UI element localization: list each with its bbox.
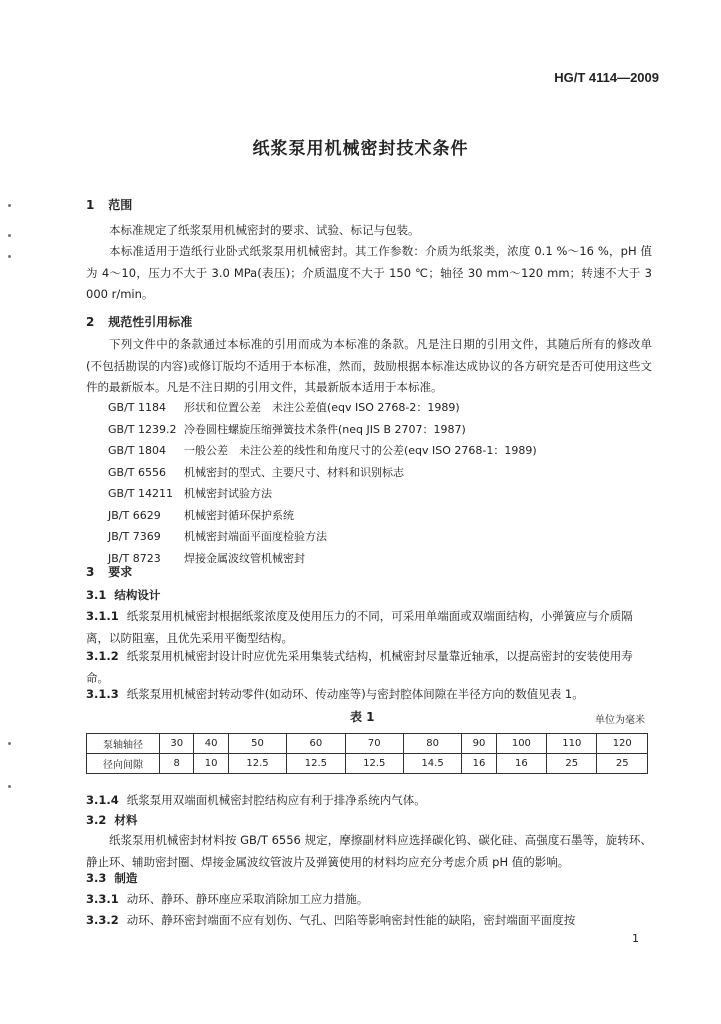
table-cell: 25 bbox=[597, 754, 648, 774]
clause-3-1-1: 3.1.1 纸浆泵用机械密封根据纸浆浓度及使用压力的不同，可采用单端面或双端面结构，小弹簧应与介质隔离，以防阻塞，且优先采用平衡型结构。 bbox=[86, 609, 633, 645]
reference-list bbox=[108, 397, 537, 569]
reference-item: GB/T 1804 一般公差 未注公差的线性和角度尺寸的公差(eqv ISO 2768-1：1989) bbox=[108, 444, 537, 457]
section-2-heading bbox=[86, 313, 192, 330]
section-number: 1 bbox=[86, 198, 95, 212]
page-number: 1 bbox=[632, 932, 639, 945]
clause-3-1-3: 3.1.3 纸浆泵用机械密封转动零件(如动环、传动座等)与密封腔体间隙在半径方向的数值见表 1。 bbox=[86, 687, 584, 701]
clause-3-2-heading: 3.2 材料 bbox=[86, 813, 138, 827]
clearance-table bbox=[86, 733, 648, 774]
table-row-label: 泵轴轴径 bbox=[87, 734, 160, 754]
reference-item: GB/T 1239.2 冷卷圆柱螺旋压缩弹簧技术条件(neq JIS B 2707：1987) bbox=[108, 422, 466, 436]
section-title: 规范性引用标准 bbox=[108, 315, 193, 329]
clause-3-1-2: 3.1.2 纸浆泵用机械密封设计时应优先采用集装式结构，机械密封尽量靠近轴承，以提高密封的安装使用寿命。 bbox=[86, 649, 633, 685]
standard-number: HG/T 4114—2009 bbox=[554, 70, 659, 85]
section-3-heading bbox=[86, 563, 132, 580]
scope-paragraph-2: 本标准适用于造纸行业卧式纸浆泵用机械密封。其工作参数：介质为纸浆类，浓度 0.1 %～16 %，pH 值为 4～10，压力不大于 3.0 MPa(表压)；介质温度不大于 150 ℃；轴径 30 mm～120 mm；转速不大于 3 000 r/min。 bbox=[86, 244, 652, 301]
table-row bbox=[87, 754, 648, 774]
reference-item: JB/T 6629 机械密封循环保护系统 bbox=[108, 508, 294, 522]
table-cell: 70 bbox=[345, 734, 403, 754]
section-title: 要求 bbox=[108, 565, 133, 579]
table-caption: 表 1 bbox=[350, 710, 375, 724]
table-row-label: 径向间隙 bbox=[87, 754, 160, 774]
table-cell: 50 bbox=[228, 734, 286, 754]
clause-3-3-1: 3.3.1 动环、静环、静环座应采取消除加工应力措施。 bbox=[86, 892, 369, 906]
table-cell: 80 bbox=[403, 734, 461, 754]
table-cell: 12.5 bbox=[345, 754, 403, 774]
scan-mark bbox=[8, 234, 11, 237]
scan-mark bbox=[8, 785, 11, 788]
section-1-heading bbox=[86, 196, 132, 213]
document-title: 纸浆泵用机械密封技术条件 bbox=[252, 139, 469, 159]
table-cell: 120 bbox=[597, 734, 648, 754]
scope-paragraph-1: 本标准规定了纸浆泵用机械密封的要求、试验、标记与包装。 bbox=[109, 223, 420, 237]
table-cell: 40 bbox=[194, 734, 228, 754]
scan-mark bbox=[8, 742, 11, 745]
table-cell: 110 bbox=[547, 734, 597, 754]
clause-3-3-2: 3.3.2 动环、静环密封端面不应有划伤、气孔、凹陷等影响密封性能的缺陷，密封端面平面度按 bbox=[86, 913, 576, 927]
reference-item: GB/T 6556 机械密封的型式、主要尺寸、材料和识别标志 bbox=[108, 465, 404, 479]
section-title: 范围 bbox=[108, 198, 133, 212]
table-cell: 30 bbox=[160, 734, 194, 754]
section-number: 2 bbox=[86, 315, 95, 329]
reference-item: JB/T 8723 焊接金属波纹管机械密封 bbox=[108, 551, 305, 565]
section-number: 3 bbox=[86, 565, 95, 579]
table-cell: 16 bbox=[462, 754, 496, 774]
table-row bbox=[87, 734, 648, 754]
scan-mark bbox=[8, 204, 11, 207]
reference-item: GB/T 1184 形状和位置公差 未注公差值(eqv ISO 2768-2：1989) bbox=[108, 401, 460, 414]
table-cell: 25 bbox=[547, 754, 597, 774]
table-cell: 10 bbox=[194, 754, 228, 774]
table-cell: 16 bbox=[496, 754, 546, 774]
clause-3-1-heading: 3.1 结构设计 bbox=[86, 588, 161, 602]
table-unit: 单位为毫米 bbox=[595, 715, 645, 726]
clause-3-3-heading: 3.3 制造 bbox=[86, 871, 138, 885]
reference-item: GB/T 14211 机械密封试验方法 bbox=[108, 487, 272, 500]
table-cell: 90 bbox=[462, 734, 496, 754]
table-cell: 12.5 bbox=[287, 754, 345, 774]
table-cell: 60 bbox=[287, 734, 345, 754]
scan-mark bbox=[8, 255, 11, 258]
reference-item: JB/T 7369 机械密封端面平面度检验方法 bbox=[108, 530, 327, 543]
table-cell: 100 bbox=[496, 734, 546, 754]
normative-intro: 下列文件中的条款通过本标准的引用而成为本标准的条款。凡是注日期的引用文件，其随后所有的修改单(不包括勘误的内容)或修订版均不适用于本标准，然而，鼓励根据本标准达成协议的各方研究是否可使用这些文件的最新版本。凡是不注日期的引用文件，其最新版本适用于本标准。 bbox=[86, 337, 652, 394]
clause-3-2-text: 纸浆泵用机械密封材料按 GB/T 6556 规定，摩擦副材料应选择碳化钨、碳化硅、高强度石墨等，旋转环、静止环、辅助密封圈、焊接金属波纹管波片及弹簧使用的材料均应充分考虑介质 pH 值的影响。 bbox=[86, 833, 652, 869]
table-cell: 14.5 bbox=[403, 754, 461, 774]
clause-3-1-4: 3.1.4 纸浆泵用双端面机械密封腔结构应有利于排净系统内气体。 bbox=[86, 793, 426, 807]
table-cell: 8 bbox=[160, 754, 194, 774]
table-cell: 12.5 bbox=[228, 754, 286, 774]
